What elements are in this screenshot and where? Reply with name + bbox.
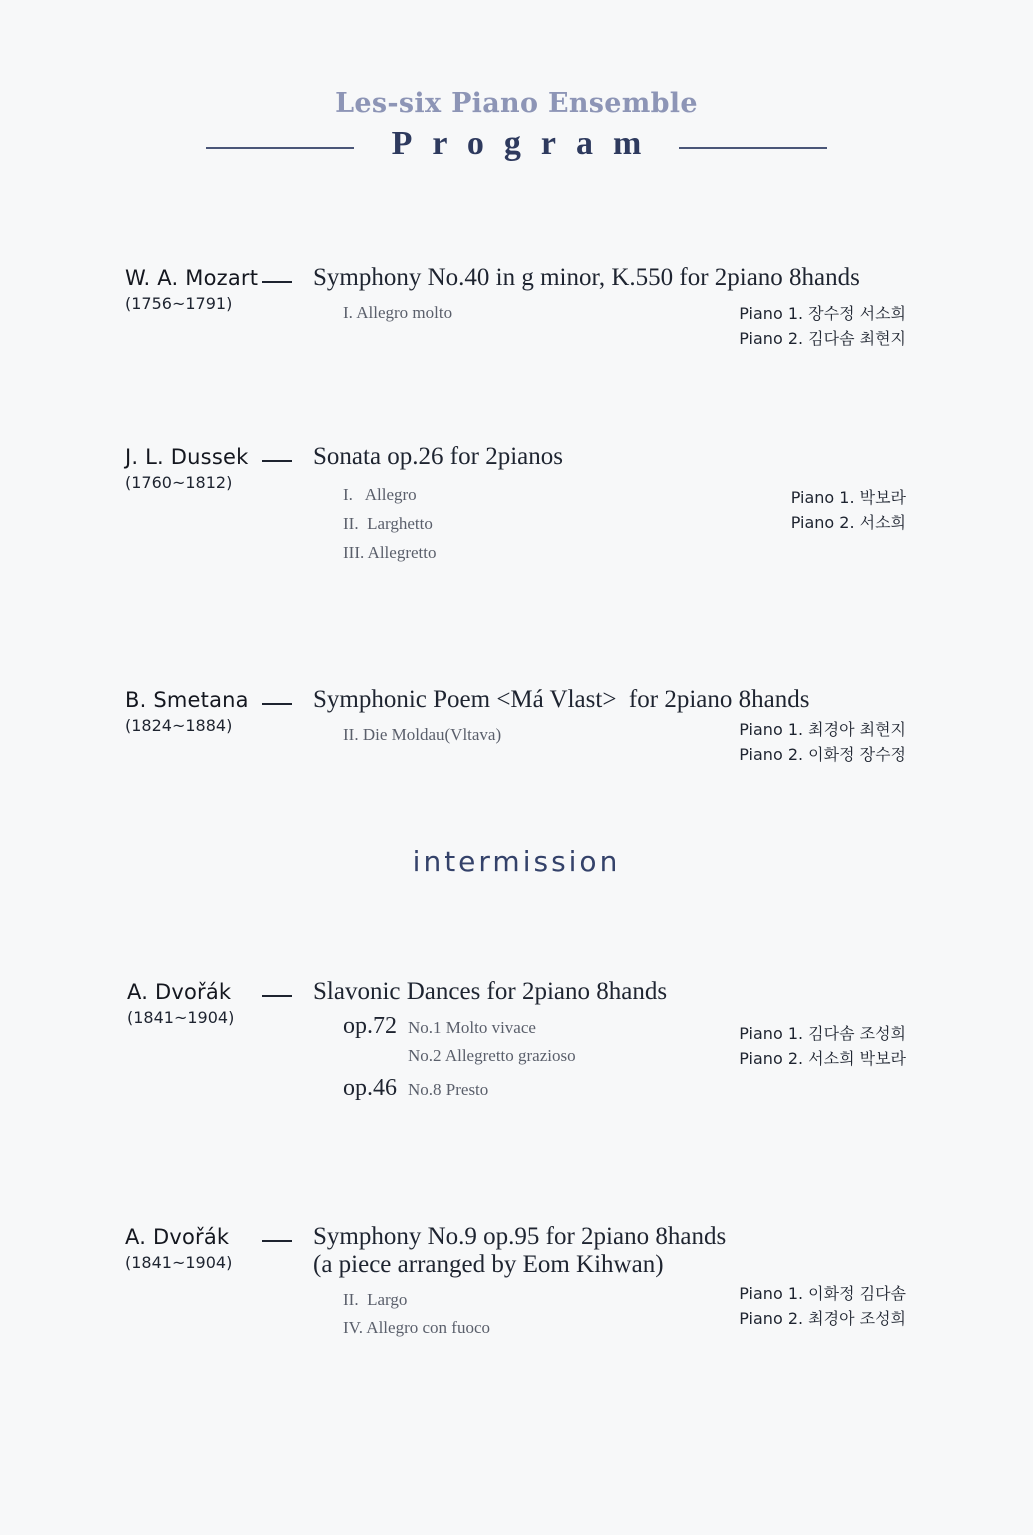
players [739, 1021, 906, 1071]
players [739, 301, 906, 351]
piano-1: Piano 1. 박보라 [790, 488, 906, 507]
composer-name: J. L. Dussek [125, 445, 249, 469]
movement: III. Allegretto [343, 543, 437, 562]
piece-title: Symphony No.40 in g minor, K.550 for 2piano 8hands [313, 264, 860, 291]
composer-years: (1841~1904) [125, 1253, 233, 1272]
intermission-label: intermission [412, 845, 621, 878]
program-title: Program [391, 125, 662, 162]
piece-title: Sonata op.26 for 2pianos [313, 443, 563, 470]
ensemble-name: Les-six Piano Ensemble [335, 88, 698, 119]
dash-divider [262, 703, 292, 705]
program-title-row [0, 125, 1033, 173]
program-header [0, 88, 1033, 173]
movement: II. Largo [343, 1290, 408, 1309]
players [791, 485, 906, 535]
composer-name: A. Dvořák [127, 980, 232, 1004]
dash-divider [262, 1240, 292, 1242]
dash-divider [262, 460, 292, 462]
movement: II. Larghetto [343, 514, 433, 533]
piece-subtitle: (a piece arranged by Eom Kihwan) [313, 1251, 664, 1278]
piano-2: Piano 2. 서소희 [790, 513, 906, 532]
movement: I. Allegro molto [343, 303, 453, 322]
players [739, 717, 906, 767]
composer-name: A. Dvořák [125, 1225, 230, 1249]
composer-years: (1756~1791) [125, 294, 233, 313]
right-rule [679, 147, 827, 149]
piano-1: Piano 1. 장수정 서소희 [739, 304, 906, 323]
movement: IV. Allegro con fuoco [343, 1318, 490, 1337]
composer-years: (1760~1812) [125, 473, 233, 492]
dance-item: No.2 Allegretto grazioso [408, 1046, 576, 1065]
composer-years: (1824~1884) [125, 716, 233, 735]
piece-title: Symphony No.9 op.95 for 2piano 8hands [313, 1223, 727, 1250]
piano-2: Piano 2. 김다솜 최현지 [739, 329, 906, 348]
piano-2: Piano 2. 이화정 장수정 [739, 745, 906, 764]
piece-title: Slavonic Dances for 2piano 8hands [313, 978, 668, 1005]
opus-label: op.46 [343, 1075, 397, 1101]
dash-divider [262, 281, 292, 283]
composer-name: W. A. Mozart [125, 266, 259, 290]
composer-years: (1841~1904) [127, 1008, 235, 1027]
piano-2: Piano 2. 서소희 박보라 [739, 1049, 906, 1068]
dash-divider [262, 995, 292, 997]
composer-name: B. Smetana [125, 688, 249, 712]
piano-1: Piano 1. 이화정 김다솜 [739, 1284, 906, 1303]
opus-label: op.72 [343, 1013, 397, 1039]
dance-item: No.1 Molto vivace [408, 1018, 536, 1037]
piece-title: Symphonic Poem <Má Vlast> for 2piano 8hands [313, 686, 810, 713]
movement: II. Die Moldau(Vltava) [343, 725, 502, 744]
piano-1: Piano 1. 김다솜 조성희 [739, 1024, 906, 1043]
piano-1: Piano 1. 최경아 최현지 [739, 720, 906, 739]
dance-item: No.8 Presto [408, 1080, 489, 1099]
piano-2: Piano 2. 최경아 조성희 [739, 1309, 906, 1328]
movement: I. Allegro [343, 485, 417, 504]
players [739, 1281, 906, 1331]
